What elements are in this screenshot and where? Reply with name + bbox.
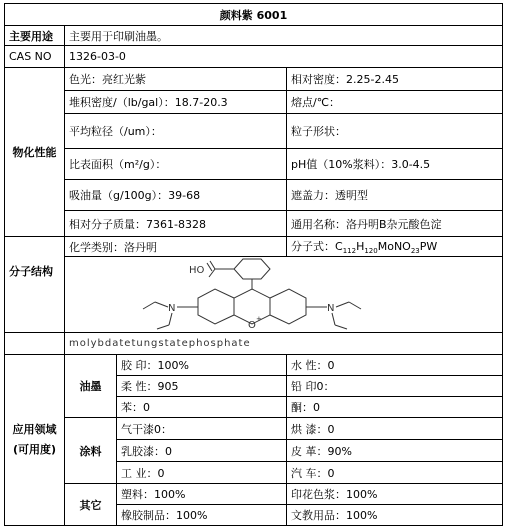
cas-row: [5, 46, 503, 68]
usage-row: [5, 26, 503, 46]
app-cell: 塑料：100%: [117, 484, 287, 505]
phys-row: [5, 68, 503, 91]
phys-cell: 吸油量（g/100g）：39-68: [65, 180, 287, 211]
acid-label: HO: [189, 265, 205, 276]
app-cell: 柔 性：905: [117, 376, 287, 397]
phys-cell: 平均粒径（/um）：: [65, 114, 287, 149]
phys-cell: 比表面积（m²/g）：: [65, 149, 287, 180]
app-cell: 苯：0: [117, 397, 287, 418]
application-label: [5, 355, 65, 526]
other-row: [5, 484, 503, 505]
app-cell: 乳胶漆：0: [117, 440, 287, 462]
caption-row: [5, 333, 503, 355]
structure-label: 分子结构: [5, 237, 65, 333]
app-cell: 皮 革：90%: [287, 440, 503, 462]
ink-row: [5, 355, 503, 376]
phys-cell: 粒子形状：: [287, 114, 503, 149]
oxygen-label: O: [248, 320, 256, 331]
phys-row: [5, 91, 503, 114]
table-title: 颜料紫 6001: [5, 4, 503, 26]
app-cell: 烘 漆：0: [287, 418, 503, 440]
app-cell: 水 性：0: [287, 355, 503, 376]
phys-cell: 熔点/℃：: [287, 91, 503, 114]
chem-class: 化学类别：洛丹明: [65, 237, 287, 257]
coating-row: [5, 418, 503, 440]
phys-row: [5, 211, 503, 237]
molecule-structure-icon: [65, 257, 501, 332]
phys-cell: 相对分子质量：7361-8328: [65, 211, 287, 237]
app-cell: 文教用品：100%: [287, 505, 503, 526]
title-row: [5, 4, 503, 26]
phys-cell: 堆积密度/（lb/gal）：18.7-20.3: [65, 91, 287, 114]
amine-label-right: N: [327, 303, 335, 314]
cas-label: CAS NO: [5, 46, 65, 68]
formula: 分子式：$C_{112}H_{120}MoNO_{23}PW$: [287, 237, 503, 257]
phys-row: [5, 149, 503, 180]
charge-label: +: [256, 315, 262, 323]
app-cell: 工 业：0: [117, 462, 287, 484]
phys-cell: 色光：亮红光紫: [65, 68, 287, 91]
molecule-caption: molybdatetungstatephosphate: [65, 333, 503, 355]
other-label: 其它: [65, 484, 117, 526]
structure-image-cell: [65, 257, 503, 333]
cas-value: 1326-03-0: [65, 46, 503, 68]
app-cell: 气干漆0：: [117, 418, 287, 440]
app-cell: 铅 印0：: [287, 376, 503, 397]
phys-label: 物化性能: [5, 68, 65, 237]
app-cell: 汽 车：0: [287, 462, 503, 484]
app-cell: 胶 印：100%: [117, 355, 287, 376]
pyran-ring: [234, 289, 270, 324]
phys-cell: 相对密度：2.25-2.45: [287, 68, 503, 91]
phys-cell: 通用名称：洛丹明B杂元酸色淀: [287, 211, 503, 237]
amine-label-left: N: [168, 303, 176, 314]
structure-image-row: [5, 257, 503, 333]
usage-label: 主要用途: [5, 26, 65, 46]
phys-cell: 遮盖力：透明型: [287, 180, 503, 211]
ink-label: 油墨: [65, 355, 117, 418]
app-cell: 橡胶制品：100%: [117, 505, 287, 526]
application-label-line2: (可用度): [12, 443, 57, 456]
coating-label: 涂料: [65, 418, 117, 484]
app-cell: 酮：0: [287, 397, 503, 418]
structure-header-row: [5, 237, 503, 257]
app-cell: 印花色浆：100%: [287, 484, 503, 505]
structure-label-spacer: [5, 333, 65, 355]
usage-value: 主要用于印刷油墨。: [65, 26, 503, 46]
phys-cell: pH值（10%浆料）：3.0-4.5: [287, 149, 503, 180]
pigment-spec-table: [4, 3, 503, 526]
carboxyphenyl-ring: [234, 259, 270, 279]
right-aryl-ring: [270, 289, 306, 324]
phys-row: [5, 180, 503, 211]
application-label-line1: 应用领域: [12, 423, 57, 436]
left-aryl-ring: [198, 289, 234, 324]
phys-row: [5, 114, 503, 149]
